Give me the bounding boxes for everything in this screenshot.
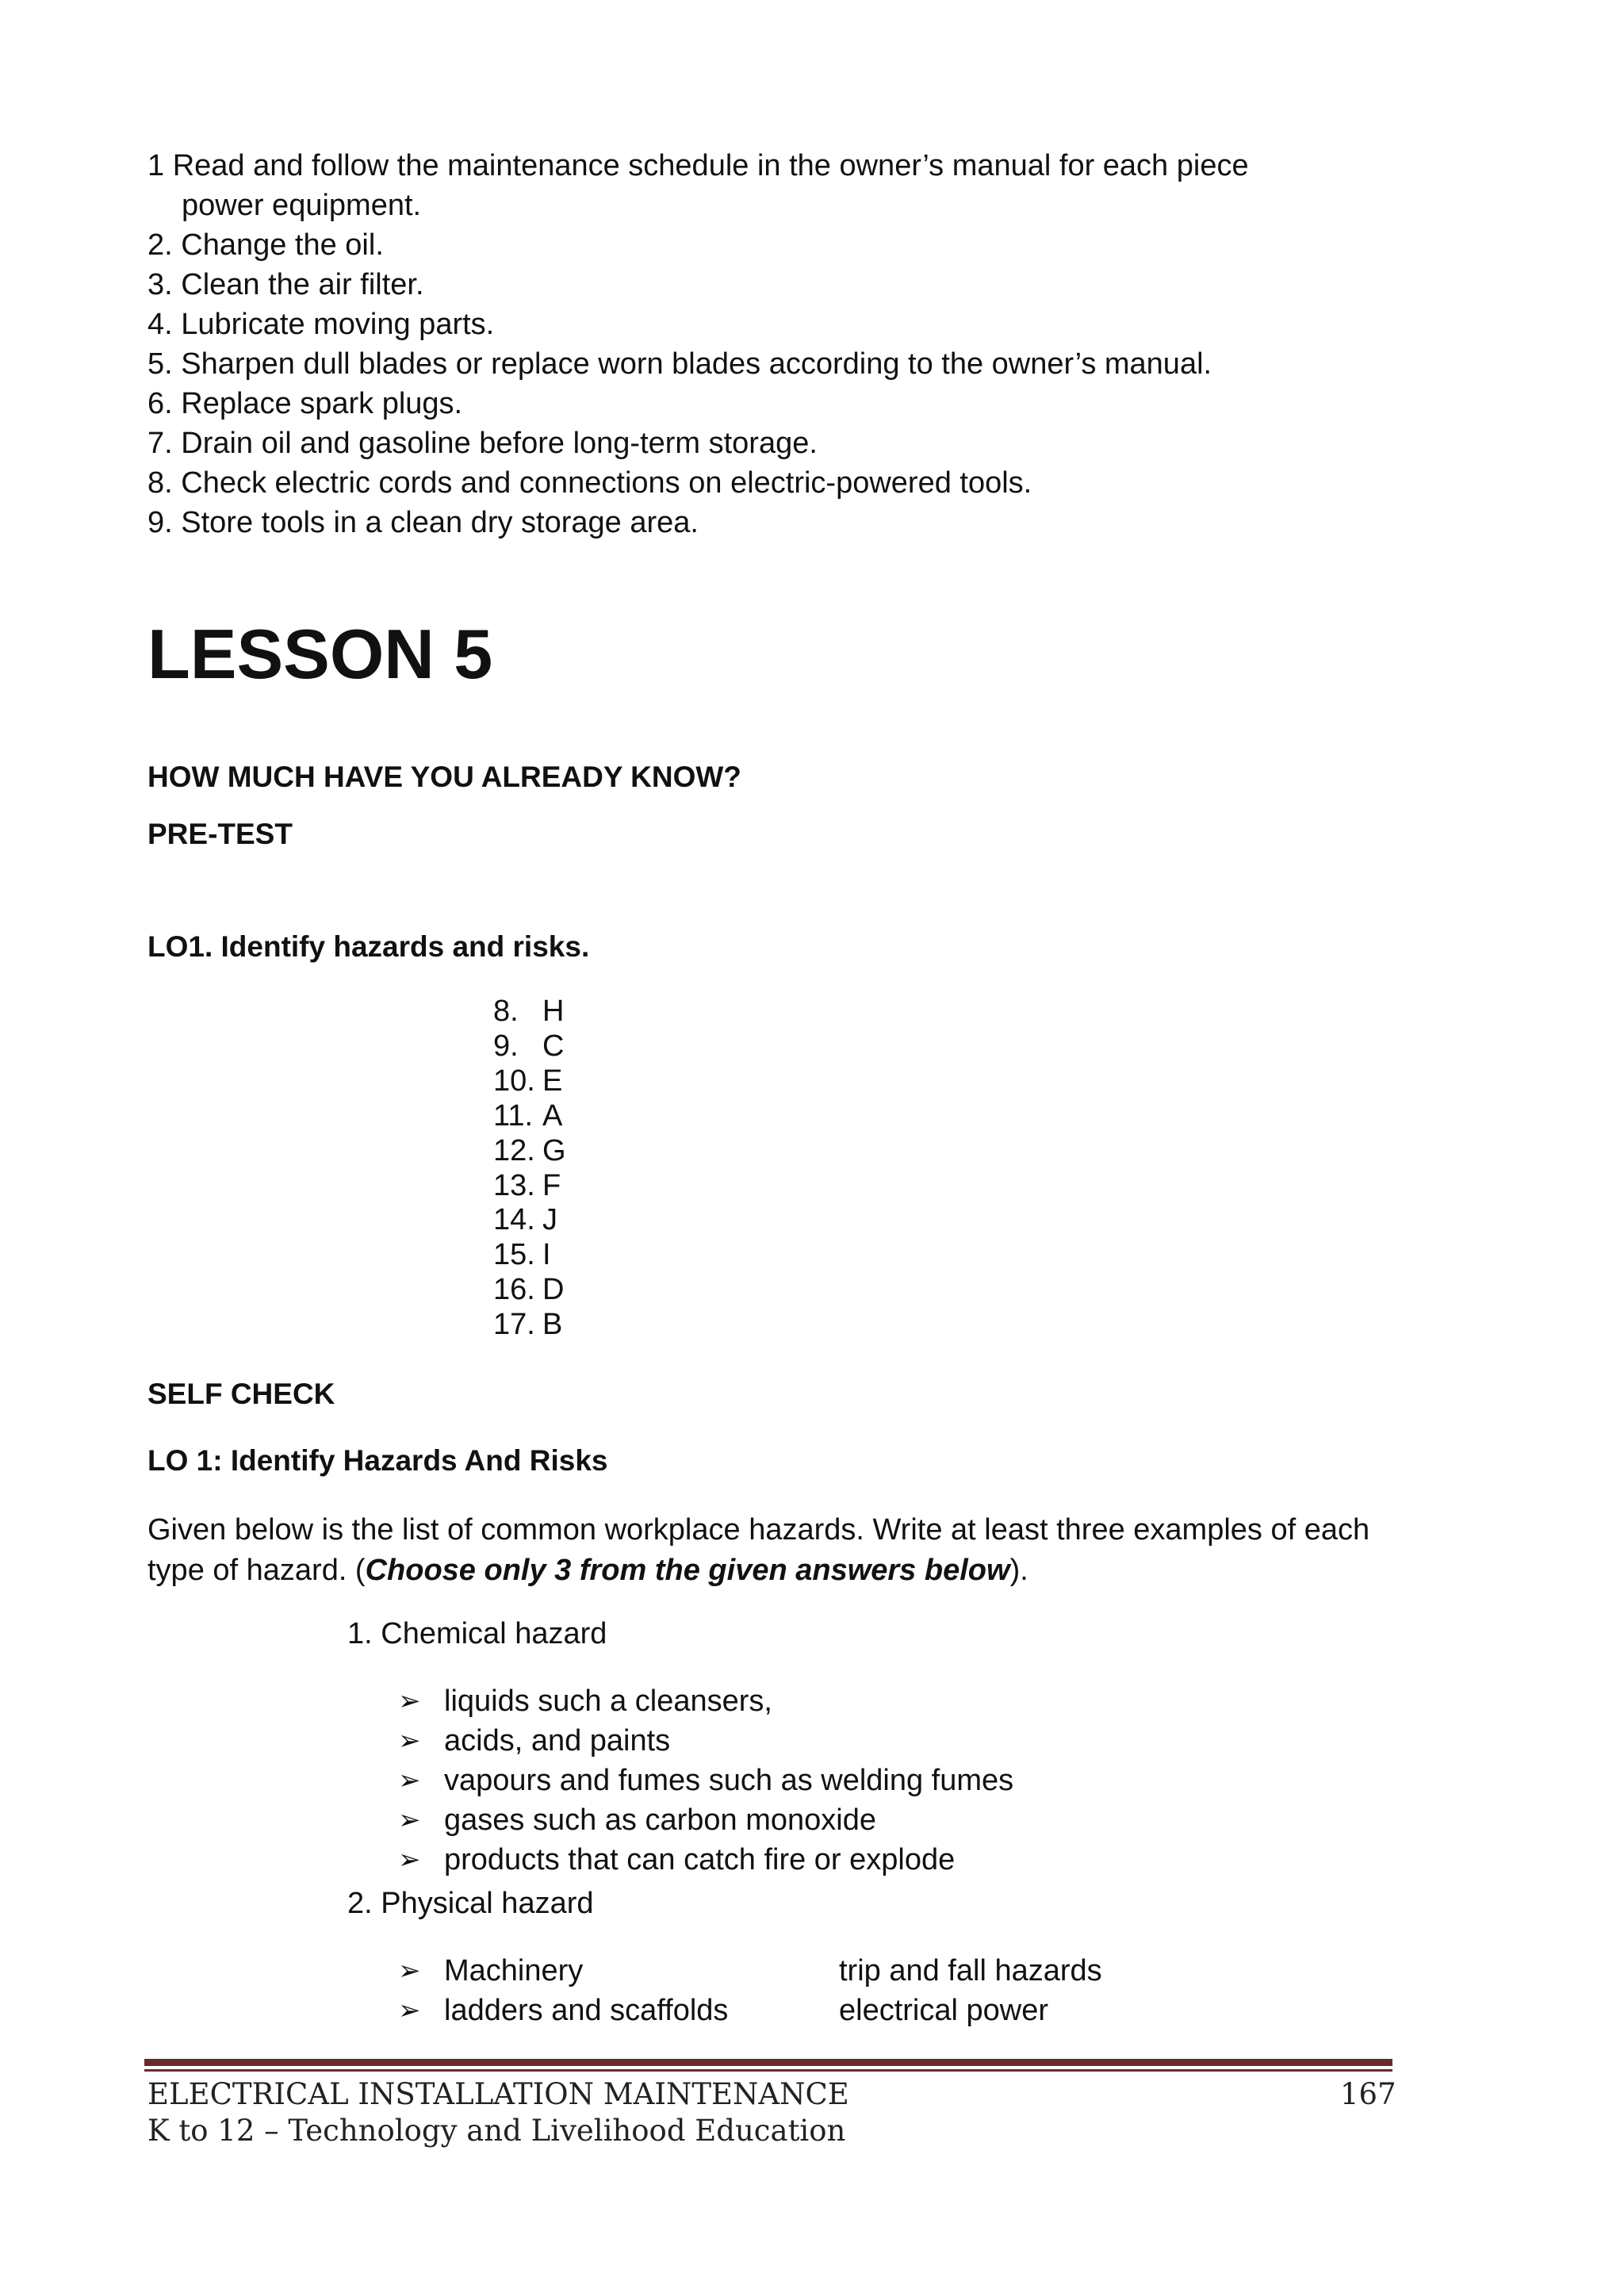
answer-letter: H (542, 995, 565, 1028)
physical-hazard-list (398, 1951, 1270, 2030)
list-item: 8. Check electric cords and connections on electric-powered tools. (147, 466, 1032, 500)
instructions-end: ). (1009, 1554, 1028, 1587)
footer-rule-thick (144, 2059, 1392, 2066)
answer-letter: C (542, 1029, 565, 1063)
chemical-hazard-title: 1. Chemical hazard (347, 1617, 607, 1650)
self-check-label: SELF CHECK (147, 1378, 335, 1410)
footer-rule-thin (144, 2069, 1392, 2072)
answer-letter: F (542, 1168, 561, 1202)
answer-number: 17. (493, 1308, 535, 1342)
footer-program: K to 12 – Technology and Livelihood Education (147, 2114, 846, 2148)
answer-letter: B (542, 1308, 563, 1342)
footer-page-number: 167 (1340, 2077, 1396, 2111)
arrow-bullet-icon: ➢ (398, 1686, 421, 1716)
lesson-title: LESSON 5 (147, 615, 493, 693)
pretest-label: PRE-TEST (147, 818, 293, 850)
answer-row (493, 995, 566, 1029)
answer-row (493, 1029, 566, 1064)
answer-row (493, 1203, 566, 1238)
answer-row (493, 1064, 566, 1099)
list-item: 4. Lubricate moving parts. (147, 308, 495, 341)
list-item: ➢ Machinery trip and fall hazards (398, 1951, 1270, 1991)
answer-letter: J (542, 1203, 557, 1237)
answer-row (493, 1238, 566, 1273)
list-item-continuation: power equipment. (182, 189, 422, 222)
list-item: ➢ gases such as carbon monoxide (398, 1800, 1013, 1840)
answer-number: 10. (493, 1064, 535, 1098)
list-item: 2. Change the oil. (147, 228, 384, 262)
arrow-bullet-icon: ➢ (398, 1956, 421, 1986)
answer-row (493, 1308, 566, 1343)
arrow-bullet-icon: ➢ (398, 1805, 421, 1835)
physical-hazard-title: 2. Physical hazard (347, 1887, 594, 1920)
answer-number: 8. (493, 995, 519, 1028)
arrow-bullet-icon: ➢ (398, 1845, 421, 1875)
answer-number: 13. (493, 1168, 535, 1202)
answer-key (493, 995, 566, 1343)
arrow-bullet-icon: ➢ (398, 1726, 421, 1756)
answer-letter: A (542, 1098, 563, 1133)
self-check-instructions (147, 1510, 1385, 1591)
list-item: 3. Clean the air filter. (147, 268, 424, 301)
answer-letter: D (542, 1273, 565, 1307)
chemical-hazard-list (398, 1681, 1013, 1880)
list-item: ➢ products that can catch fire or explode (398, 1840, 1013, 1880)
list-item: 6. Replace spark plugs. (147, 387, 463, 420)
answer-letter: E (542, 1064, 563, 1098)
answer-row (493, 1273, 566, 1308)
list-item: 5. Sharpen dull blades or replace worn blades according to the owner’s manual. (147, 347, 1212, 381)
answer-number: 11. (493, 1098, 534, 1133)
answer-row (493, 1099, 566, 1134)
arrow-bullet-icon: ➢ (398, 1765, 421, 1796)
answer-number: 12. (493, 1133, 535, 1167)
answer-letter: I (542, 1238, 551, 1272)
list-item: ➢ acids, and paints (398, 1721, 1013, 1761)
list-item-second-column: trip and fall hazards (839, 1954, 1102, 1987)
pretest-question-heading: HOW MUCH HAVE YOU ALREADY KNOW? (147, 761, 741, 793)
answer-number: 9. (493, 1029, 519, 1063)
instructions-emphasis: Choose only 3 from the given answers below (365, 1554, 1010, 1587)
answer-number: 16. (493, 1273, 535, 1307)
list-item-second-column: electrical power (839, 1994, 1048, 2027)
footer-course-title: ELECTRICAL INSTALLATION MAINTENANCE (147, 2077, 849, 2111)
arrow-bullet-icon: ➢ (398, 1995, 421, 2026)
self-check-lo-title: LO 1: Identify Hazards And Risks (147, 1444, 608, 1477)
answer-row (493, 1169, 566, 1204)
answer-number: 14. (493, 1203, 535, 1237)
answer-number: 15. (493, 1238, 535, 1272)
list-item: 9. Store tools in a clean dry storage area. (147, 506, 699, 539)
list-item: ➢ ladders and scaffolds electrical power (398, 1991, 1270, 2030)
answer-letter: G (542, 1133, 566, 1167)
maintenance-list (147, 146, 1496, 542)
list-item: 1 Read and follow the maintenance schedule in the owner’s manual for each piece (147, 149, 1249, 182)
list-item: 7. Drain oil and gasoline before long-term storage. (147, 427, 818, 460)
list-item: ➢ liquids such a cleansers, (398, 1681, 1013, 1721)
instructions-text: Given below is the list of common workplace hazards. Write at least three examples of each type of hazard. ( (147, 1513, 1370, 1587)
list-item: ➢ vapours and fumes such as welding fumes (398, 1761, 1013, 1800)
pretest-lo-title: LO1. Identify hazards and risks. (147, 930, 590, 963)
answer-row (493, 1134, 566, 1169)
